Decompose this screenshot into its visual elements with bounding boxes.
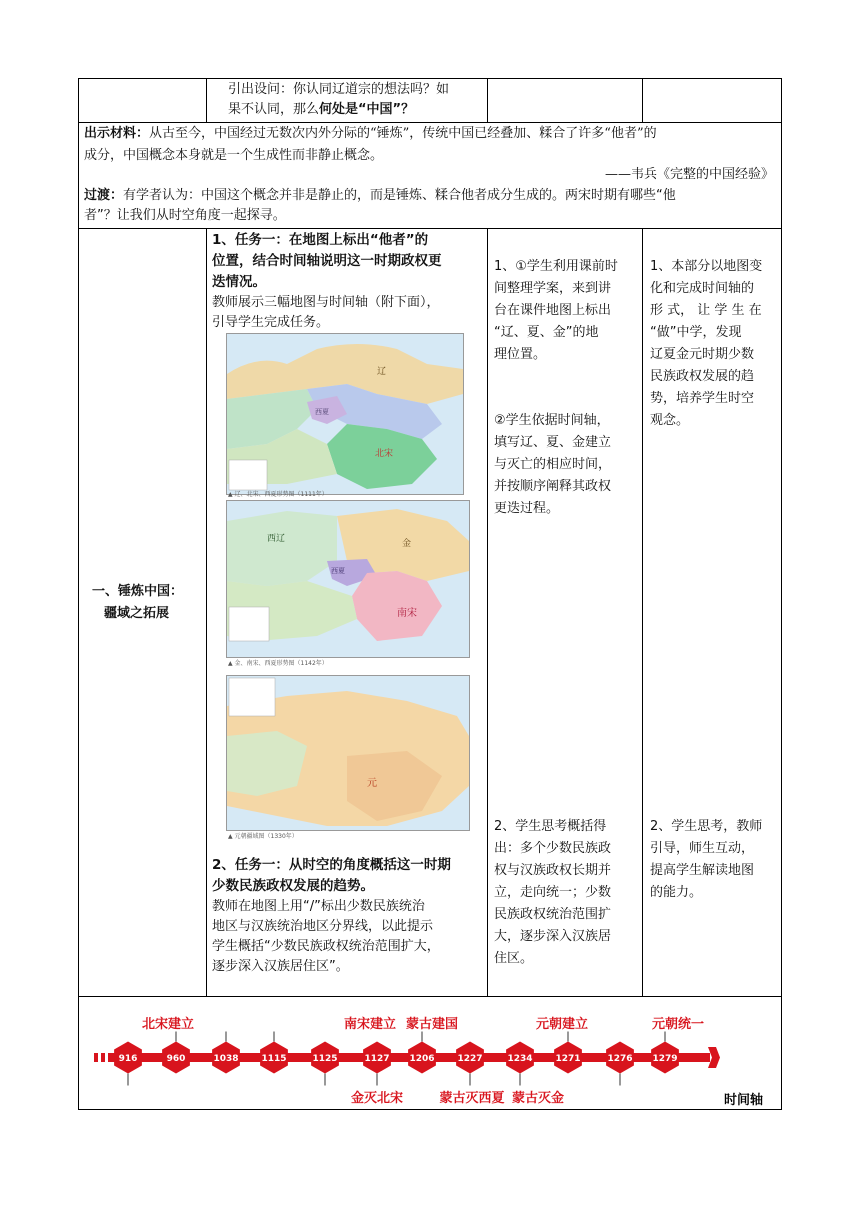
material-text1: 从古至今，中国经过无数次内外分际的“锤炼”，传统中国已经叠加、糅合了许多“他者”的 bbox=[149, 126, 657, 141]
top-question-line1: 引出设问：你认同辽道宗的想法吗？如 bbox=[228, 82, 450, 97]
timeline-year-label: 1271 bbox=[555, 1054, 581, 1064]
row-divider-3 bbox=[78, 996, 782, 997]
timeline-event-bottom: 金灭北宋 bbox=[350, 1091, 404, 1106]
intent1-5: 民族政权发展的趋 bbox=[650, 369, 755, 384]
section-title-line2: 疆域之拓展 bbox=[104, 606, 170, 621]
transition-text1: 有学者认为：中国这个概念并非是静止的，而是锤炼、糅合他者成分生成的。两宋时期有哪些“他 bbox=[123, 188, 676, 203]
col-divider-1b bbox=[206, 228, 207, 996]
intent1-3: “做”中学，发现 bbox=[650, 325, 742, 340]
timeline-year-label: 1127 bbox=[364, 1054, 390, 1064]
material-line2: 成分，中国概念本身就是一个生成性而非静止概念。 bbox=[84, 148, 384, 163]
task2-desc-3: 逐步深入汉族居住区”。 bbox=[212, 959, 349, 974]
design-intent-1 bbox=[650, 256, 762, 432]
design-intent-2 bbox=[650, 816, 762, 904]
student1-b-0: ②学生依据时间轴， bbox=[494, 413, 610, 428]
table-border-bottom bbox=[78, 1109, 782, 1110]
student1-a-3: “辽、夏、金”的地 bbox=[494, 325, 599, 340]
map2-label-xixia: 西夏 bbox=[331, 567, 345, 575]
map2-label-xiliao: 西辽 bbox=[267, 534, 286, 544]
col-divider-1a bbox=[206, 78, 207, 122]
student-activity-2 bbox=[494, 816, 611, 970]
student1-b-3: 并按顺序阐释其政权 bbox=[494, 479, 612, 494]
material-label: 出示材料： bbox=[84, 126, 150, 141]
top-question-bold: 何处是“中国”？ bbox=[319, 102, 415, 117]
intent1-7: 观念。 bbox=[650, 413, 690, 428]
student1-b-2: 与灭亡的相应时间， bbox=[494, 457, 612, 472]
timeline-event-top: 北宋建立 bbox=[141, 1017, 195, 1032]
table-border-top bbox=[78, 78, 782, 79]
intent1-0: 1、本部分以地图变 bbox=[650, 259, 763, 274]
map2-caption: ▲ 金、南宋、西夏形势图（1142年） bbox=[228, 660, 328, 667]
section-title-line1: 一、锤炼中国： bbox=[92, 584, 184, 599]
timeline-year-label: 1234 bbox=[507, 1054, 533, 1064]
task1-desc-1: 引导学生完成任务。 bbox=[212, 315, 330, 330]
timeline-year-label: 1227 bbox=[457, 1054, 483, 1064]
task1-desc-0: 教师展示三幅地图与时间轴（附下面）， bbox=[212, 295, 440, 310]
map3-caption: ▲ 元朝疆域图（1330年） bbox=[228, 833, 298, 840]
col-divider-2b bbox=[487, 228, 488, 996]
map-jin-southsong bbox=[226, 500, 470, 658]
timeline-event-bottom: 蒙古灭金 bbox=[511, 1091, 565, 1106]
intent2-1: 引导，师生互动， bbox=[650, 841, 755, 856]
task1-title-2: 迭情况。 bbox=[212, 274, 266, 290]
timeline-year-label: 1125 bbox=[312, 1054, 338, 1064]
task2-desc-1: 地区与汉族统治地区分界线，以此提示 bbox=[212, 919, 434, 934]
top-question-pre: 果不认同，那么 bbox=[228, 102, 320, 117]
transition-line2: 者”？让我们从时空角度一起探寻。 bbox=[84, 208, 286, 223]
timeline-year-label: 1115 bbox=[261, 1054, 287, 1064]
timeline-event-bottom: 蒙古灭西夏 bbox=[439, 1091, 505, 1106]
map-yuan bbox=[226, 675, 470, 831]
task2-title-1: 少数民族政权发展的趋势。 bbox=[212, 878, 374, 894]
student-activity-1 bbox=[494, 256, 618, 366]
task2-desc-2: 学生概括“少数民族政权统治范围扩大， bbox=[212, 939, 440, 954]
timeline-label: 时间轴 bbox=[724, 1093, 764, 1108]
row-divider-2 bbox=[78, 228, 782, 229]
student1-b-4: 更迭过程。 bbox=[494, 501, 560, 516]
intent1-4: 辽夏金元时期少数 bbox=[650, 347, 755, 362]
timeline-event-top: 元朝统一 bbox=[651, 1017, 705, 1032]
task2-desc-0: 教师在地图上用“/”标出少数民族统治 bbox=[212, 899, 425, 914]
timeline-year-label: 1276 bbox=[607, 1054, 633, 1064]
timeline-event-top: 蒙古建国 bbox=[405, 1017, 459, 1032]
top-question-line2 bbox=[228, 100, 414, 120]
transition-line1 bbox=[84, 186, 676, 206]
student2-0: 2、学生思考概括得 bbox=[494, 819, 607, 834]
student1-a-2: 台在课件地图上标出 bbox=[494, 303, 612, 318]
map1-label-xixia: 西夏 bbox=[315, 408, 329, 416]
task2-title-0: 2、任务一：从时空的角度概括这一时期 bbox=[212, 857, 451, 873]
intent1-1: 化和完成时间轴的 bbox=[650, 281, 755, 296]
map2-label-southsong: 南宋 bbox=[397, 608, 417, 619]
intent1-6: 势，培养学生时空 bbox=[650, 391, 755, 406]
col-divider-3a bbox=[642, 78, 643, 122]
student2-3: 立，走向统一；少数 bbox=[494, 885, 612, 900]
student2-6: 住区。 bbox=[494, 951, 534, 966]
map1-label-liao: 辽 bbox=[377, 367, 387, 377]
col-divider-3b bbox=[642, 228, 643, 996]
timeline-event-top: 南宋建立 bbox=[343, 1017, 397, 1032]
student2-1: 出：多个少数民族政 bbox=[494, 841, 612, 856]
timeline-year-label: 916 bbox=[118, 1054, 138, 1064]
map1-caption: ▲ 辽、北宋、西夏形势图（1111年） bbox=[228, 491, 328, 498]
student1-a-4: 理位置。 bbox=[494, 347, 547, 362]
map2-label-jin: 金 bbox=[402, 539, 412, 549]
table-border-left bbox=[78, 78, 79, 1110]
student2-5: 大，逐步深入汉族居 bbox=[494, 929, 612, 944]
student1-a-1: 间整理学案，来到讲 bbox=[494, 281, 612, 296]
col-divider-2a bbox=[487, 78, 488, 122]
task1-title-1: 位置，结合时间轴说明这一时期政权更 bbox=[212, 253, 442, 269]
timeline-year-label: 1279 bbox=[652, 1054, 678, 1064]
student1-b-1: 填写辽、夏、金建立 bbox=[494, 435, 612, 450]
material-source: ——韦兵《完整的中国经验》 bbox=[604, 167, 774, 182]
intent2-3: 的能力。 bbox=[650, 885, 703, 900]
student2-2: 权与汉族政权长期并 bbox=[494, 863, 612, 878]
material-line1 bbox=[84, 124, 657, 144]
timeline bbox=[80, 998, 780, 1108]
timeline-year-label: 960 bbox=[166, 1054, 186, 1064]
map-liao-northsong bbox=[226, 333, 464, 495]
map3-label-yuan: 元 bbox=[367, 778, 377, 789]
timeline-year-label: 1206 bbox=[409, 1054, 435, 1064]
table-border-right bbox=[781, 78, 782, 1110]
row-divider-1 bbox=[78, 122, 782, 123]
intent2-2: 提高学生解读地图 bbox=[650, 863, 755, 878]
task1-title-0: 1、任务一：在地图上标出“他者”的 bbox=[212, 232, 429, 248]
timeline-event-top: 元朝建立 bbox=[535, 1017, 589, 1032]
map1-label-northsong: 北宋 bbox=[375, 449, 394, 459]
student2-4: 民族政权统治范围扩 bbox=[494, 907, 612, 922]
intent1-2: 形 式， 让 学 生 在 bbox=[650, 303, 762, 318]
intent2-0: 2、学生思考，教师 bbox=[650, 819, 763, 834]
timeline-year-label: 1038 bbox=[213, 1054, 239, 1064]
student-activity-1b bbox=[494, 410, 611, 520]
student1-a-0: 1、①学生利用课前时 bbox=[494, 259, 618, 274]
transition-label: 过渡： bbox=[84, 188, 124, 203]
